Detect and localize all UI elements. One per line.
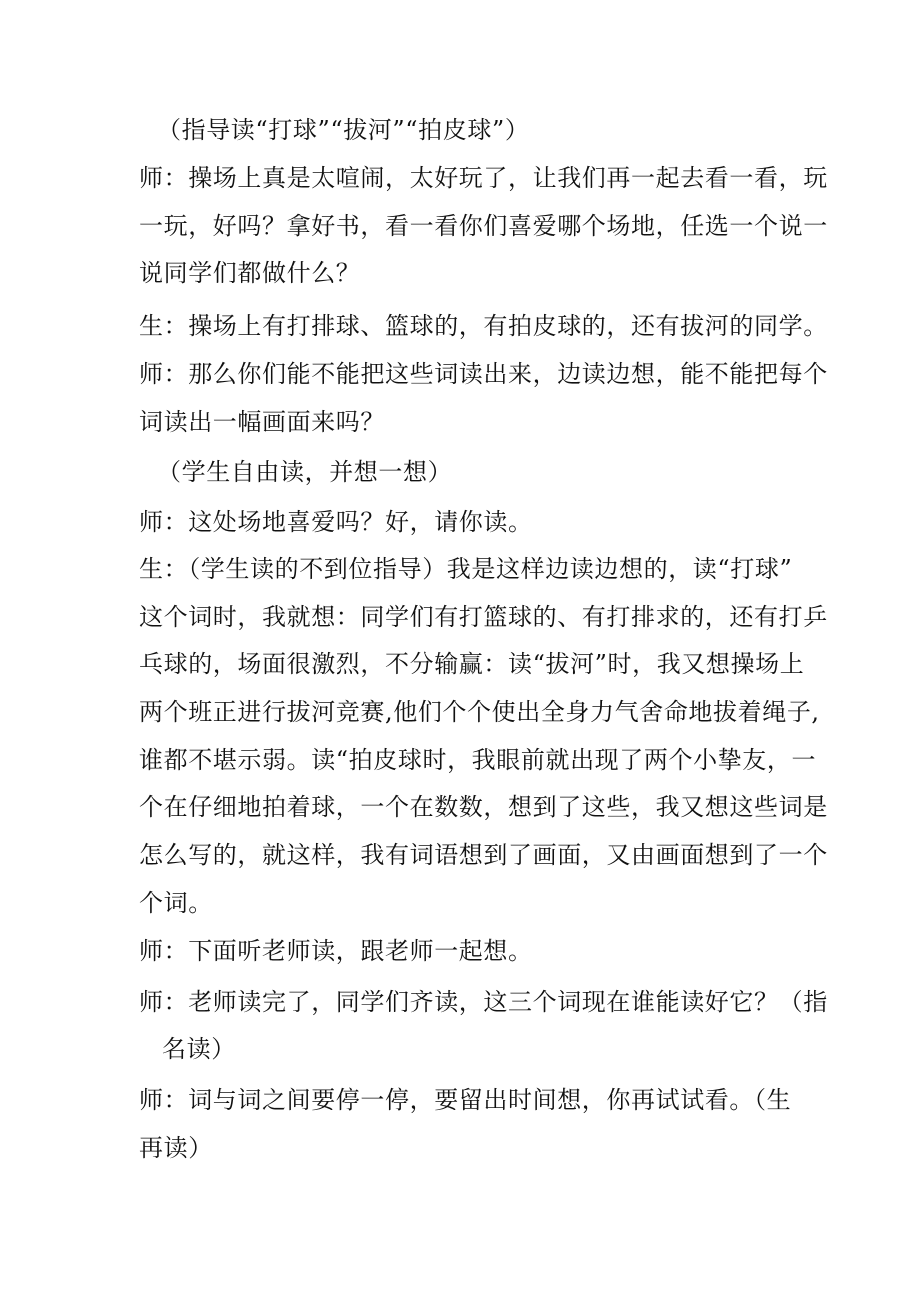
text-line-4: 说同学们都做什么？ <box>139 259 361 287</box>
text-line-21: 师：词与词之间要停一停，要留出时间想，你再试试看。（生 <box>139 1086 792 1114</box>
text-line-3: 一玩，好吗？拿好书，看一看你们喜爱哪个场地，任选一个说一 <box>139 212 828 240</box>
text-line-18: 师：下面听老师读，跟老师一起想。 <box>139 937 533 965</box>
text-line-8: （学生自由读，并想一想） <box>157 458 453 486</box>
text-line-5: 生：操场上有打排球、篮球的，有拍皮球的，还有拔河的同学。 <box>139 312 828 340</box>
text-line-14: 谁都不堪示弱。读“拍皮球时，我眼前就出现了两个小挚友，一 <box>139 746 817 774</box>
text-line-19: 师：老师读完了，同学们齐读，这三个词现在谁能读好它？（指 <box>139 988 828 1016</box>
text-line-1: （指导读“打球”“拔河”“拍皮球”） <box>157 116 530 144</box>
text-line-2: 师：操场上真是太喧闹，太好玩了，让我们再一起去看一看，玩 <box>139 164 828 192</box>
text-line-15: 个在仔细地拍着球，一个在数数，想到了这些，我又想这些词是 <box>139 793 828 821</box>
text-line-13: 两个班正进行拔河竞赛,他们个个使出全身力气舍命地拔着绳子, <box>139 698 820 726</box>
text-line-11: 这个词时，我就想：同学们有打篮球的、有打排求的，还有打乒 <box>139 603 828 631</box>
text-line-9: 师：这处场地喜爱吗？好，请你读。 <box>139 508 533 536</box>
text-line-12: 乓球的，场面很激烈，不分输赢：读“拔河”时，我又想操场上 <box>139 650 805 678</box>
text-line-10: 生：（学生读的不到位指导）我是这样边读边想的，读“打球” <box>139 555 793 583</box>
text-line-7: 词读出一幅画面来吗？ <box>139 408 385 436</box>
text-line-6: 师：那么你们能不能把这些词读出来，边读边想，能不能把每个 <box>139 360 828 388</box>
text-line-22: 再读） <box>139 1134 213 1162</box>
text-line-20: 名读） <box>162 1035 236 1063</box>
text-line-16: 怎么写的，就这样，我有词语想到了画面，又由画面想到了一个 <box>139 841 828 869</box>
text-line-17: 个词。 <box>139 889 213 917</box>
